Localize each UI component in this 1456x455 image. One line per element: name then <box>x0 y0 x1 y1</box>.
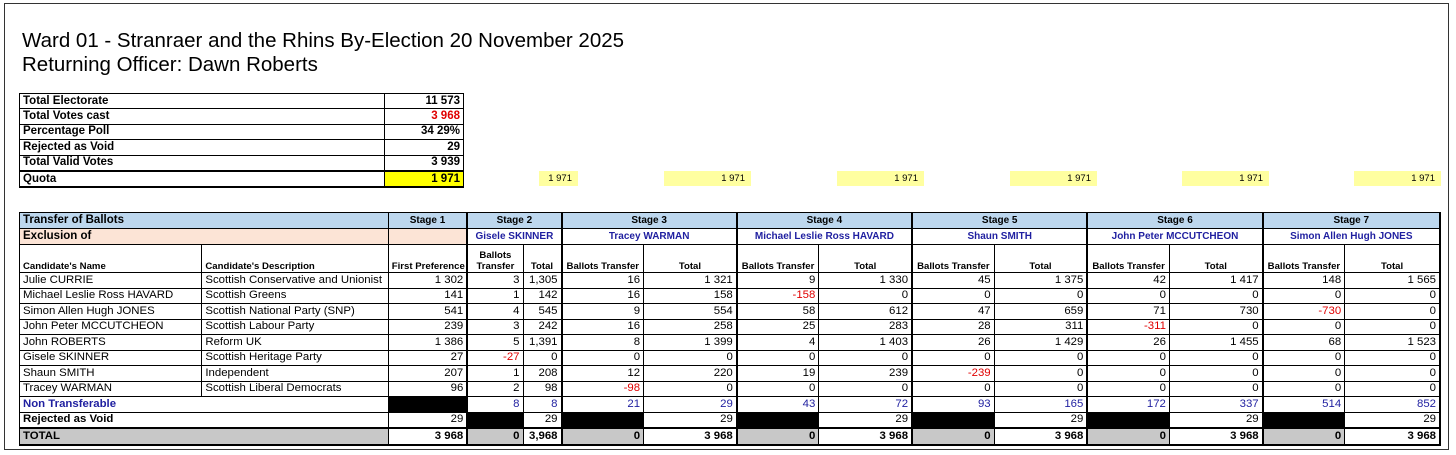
stage-total: 3 968 <box>644 428 737 445</box>
summary-row <box>20 109 464 124</box>
stage-header: Stage 1 <box>388 213 467 229</box>
ballots-transfer: 1 <box>467 366 523 382</box>
col-first-preference: First Preference <box>388 245 467 273</box>
first-preference: 541 <box>388 304 467 320</box>
ballots-transfer: 2 <box>467 381 523 397</box>
stage-total: 3 968 <box>994 428 1087 445</box>
stage-total: 142 <box>523 288 562 304</box>
excluded-candidate: Tracey WARMAN <box>562 229 737 245</box>
ballots-transfer: 0 <box>1087 288 1169 304</box>
ballots-transfer: 4 <box>467 304 523 320</box>
non-transferable-row <box>20 397 1441 413</box>
summary-row <box>20 124 464 139</box>
col-candidate-name: Candidate's Name <box>20 245 202 273</box>
stage-total: 0 <box>1345 304 1440 320</box>
ballots-transfer: 47 <box>912 304 994 320</box>
stage-total: 29 <box>1345 412 1440 428</box>
stage-total: 659 <box>994 304 1087 320</box>
candidate-name: Julie CURRIE <box>20 273 202 289</box>
ballots-transfer: 9 <box>562 304 644 320</box>
candidate-row <box>20 319 1441 335</box>
stage-total: 1 417 <box>1169 273 1262 289</box>
col-total: Total <box>1169 245 1262 273</box>
stage-total: 29 <box>644 397 737 413</box>
stage-total: 0 <box>1169 350 1262 366</box>
stage-total: 29 <box>994 412 1087 428</box>
candidate-name: Tracey WARMAN <box>20 381 202 397</box>
ballots-transfer: 0 <box>737 428 819 445</box>
stage-total: 72 <box>819 397 912 413</box>
stage-total: 242 <box>523 319 562 335</box>
stage-total: 1 455 <box>1169 335 1262 351</box>
excluded-candidate: John Peter MCCUTCHEON <box>1087 229 1262 245</box>
column-header-row <box>20 245 1441 273</box>
ballots-transfer: 12 <box>562 366 644 382</box>
ballots-transfer: 28 <box>912 319 994 335</box>
stage-total: 0 <box>1345 381 1440 397</box>
stage-total: 3 968 <box>819 428 912 445</box>
col-total: Total <box>819 245 912 273</box>
stage-header: Stage 2 <box>467 213 561 229</box>
ballots-transfer: 9 <box>737 273 819 289</box>
quota-value: 1 971 <box>837 171 924 186</box>
excluded-candidate <box>388 229 467 245</box>
ballots-transfer: 58 <box>737 304 819 320</box>
ballots-transfer: 16 <box>562 273 644 289</box>
stage-total: 0 <box>1345 350 1440 366</box>
first-preference: 141 <box>388 288 467 304</box>
col-ballots-transfer: Ballots Transfer <box>737 245 819 273</box>
stage-total: 0 <box>644 381 737 397</box>
quota-value: 1 971 <box>1182 171 1269 186</box>
excluded-candidate: Gisele SKINNER <box>467 229 561 245</box>
stage-total: 220 <box>644 366 737 382</box>
ballots-transfer: 1 <box>467 288 523 304</box>
summary-value: 3 939 <box>385 155 464 171</box>
stage-total: 545 <box>523 304 562 320</box>
rejected-label: Rejected as Void <box>20 412 389 428</box>
candidate-row <box>20 381 1441 397</box>
col-ballots-transfer: Ballots Transfer <box>912 245 994 273</box>
stage-total: 612 <box>819 304 912 320</box>
ballots-transfer: -239 <box>912 366 994 382</box>
ballots-transfer: 172 <box>1087 397 1169 413</box>
ballots-transfer: 5 <box>467 335 523 351</box>
ballots-transfer: 71 <box>1087 304 1169 320</box>
first-preference: 1 386 <box>388 335 467 351</box>
total-label: TOTAL <box>20 428 389 445</box>
first-preference: 29 <box>388 412 467 428</box>
blocked-cell <box>912 412 994 428</box>
stage-total: 554 <box>644 304 737 320</box>
ballots-transfer: 8 <box>467 397 523 413</box>
stage-total: 0 <box>994 288 1087 304</box>
col-total: Total <box>523 245 562 273</box>
stage-total: 0 <box>1169 381 1262 397</box>
ballots-transfer: 0 <box>1263 381 1345 397</box>
ballots-transfer: 93 <box>912 397 994 413</box>
summary-row <box>20 155 464 171</box>
candidate-name: Simon Allen Hugh JONES <box>20 304 202 320</box>
summary-row <box>20 140 464 155</box>
non-transferable-label: Non Transferable <box>20 397 389 413</box>
ballots-transfer: 0 <box>1087 366 1169 382</box>
ballots-transfer: 0 <box>737 381 819 397</box>
ballots-transfer: -27 <box>467 350 523 366</box>
ballots-transfer: 0 <box>1263 350 1345 366</box>
excluded-candidate: Shaun SMITH <box>912 229 1087 245</box>
ballots-transfer: 0 <box>562 428 644 445</box>
candidate-description: Reform UK <box>202 335 388 351</box>
quota-value: 1 971 <box>539 171 578 186</box>
stage-total: 1 403 <box>819 335 912 351</box>
candidate-name: Shaun SMITH <box>20 366 202 382</box>
ballots-transfer: 42 <box>1087 273 1169 289</box>
stage-total: 3 968 <box>1345 428 1440 445</box>
summary-row <box>20 94 464 109</box>
stage-total: 1 565 <box>1345 273 1440 289</box>
summary-value: 34 29% <box>385 124 464 139</box>
ballots-transfer: 0 <box>1263 366 1345 382</box>
ballots-transfer: 16 <box>562 319 644 335</box>
stage-total: 1 375 <box>994 273 1087 289</box>
stage-total: 29 <box>819 412 912 428</box>
ballots-transfer: 3 <box>467 273 523 289</box>
stage-total: 1 523 <box>1345 335 1440 351</box>
stage-total: 1,305 <box>523 273 562 289</box>
candidate-description: Independent <box>202 366 388 382</box>
first-preference: 96 <box>388 381 467 397</box>
stage-total: 29 <box>644 412 737 428</box>
ballots-transfer: 68 <box>1263 335 1345 351</box>
col-ballots-transfer: Ballots Transfer <box>1263 245 1345 273</box>
ballots-transfer: -158 <box>737 288 819 304</box>
summary-table <box>19 93 464 188</box>
blocked-cell <box>388 397 467 413</box>
ballots-transfer: 19 <box>737 366 819 382</box>
ballots-transfer: 0 <box>912 381 994 397</box>
stage-total: 0 <box>819 288 912 304</box>
stage-total: 8 <box>523 397 562 413</box>
stage-total: 0 <box>1169 288 1262 304</box>
stage-total: 852 <box>1345 397 1440 413</box>
stage-total: 1,391 <box>523 335 562 351</box>
ballots-transfer: 3 <box>467 319 523 335</box>
exclusion-of-label: Exclusion of <box>20 229 389 245</box>
col-total: Total <box>994 245 1087 273</box>
transfer-of-ballots-label: Transfer of Ballots <box>20 213 389 229</box>
stage-total: 283 <box>819 319 912 335</box>
ballots-transfer: 26 <box>912 335 994 351</box>
ballots-transfer: -730 <box>1263 304 1345 320</box>
stage-total: 258 <box>644 319 737 335</box>
stage-total: 311 <box>994 319 1087 335</box>
ballots-transfer: 0 <box>912 350 994 366</box>
stage-total: 337 <box>1169 397 1262 413</box>
summary-label: Percentage Poll <box>20 124 385 139</box>
blocked-cell <box>467 412 523 428</box>
ballots-transfer: 26 <box>1087 335 1169 351</box>
candidate-row <box>20 288 1441 304</box>
summary-label: Total Votes cast <box>20 109 385 124</box>
stage-total: 0 <box>819 381 912 397</box>
stage-total: 1 429 <box>994 335 1087 351</box>
candidate-name: John Peter MCCUTCHEON <box>20 319 202 335</box>
ballots-transfer: 0 <box>737 350 819 366</box>
stage-header: Stage 7 <box>1263 213 1440 229</box>
stage-total: 3,968 <box>523 428 562 445</box>
candidate-description: Scottish Conservative and Unionist <box>202 273 388 289</box>
first-preference: 3 968 <box>388 428 467 445</box>
candidate-description: Scottish National Party (SNP) <box>202 304 388 320</box>
ballots-transfer: 16 <box>562 288 644 304</box>
quota-value: 1 971 <box>664 171 751 186</box>
ballots-transfer: 43 <box>737 397 819 413</box>
ballots-transfer: 45 <box>912 273 994 289</box>
candidate-description: Scottish Heritage Party <box>202 350 388 366</box>
stage-total: 0 <box>644 350 737 366</box>
summary-value: 29 <box>385 140 464 155</box>
ballots-transfer: 148 <box>1263 273 1345 289</box>
stage-total: 0 <box>1345 366 1440 382</box>
returning-officer: Returning Officer: Dawn Roberts <box>22 53 318 76</box>
candidate-row <box>20 335 1441 351</box>
ballots-transfer: 8 <box>562 335 644 351</box>
candidate-name: Michael Leslie Ross HAVARD <box>20 288 202 304</box>
ballots-transfer: 4 <box>737 335 819 351</box>
stage-header: Stage 5 <box>912 213 1087 229</box>
blocked-cell <box>1087 412 1169 428</box>
col-ballots-transfer: Ballots Transfer <box>467 245 523 273</box>
stage-total: 0 <box>1345 319 1440 335</box>
stage-header: Stage 3 <box>562 213 737 229</box>
stage-total: 98 <box>523 381 562 397</box>
summary-value: 3 968 <box>385 109 464 124</box>
stage-total: 0 <box>994 381 1087 397</box>
stage-total: 0 <box>994 366 1087 382</box>
summary-label: Rejected as Void <box>20 140 385 155</box>
ballots-transfer: 0 <box>1263 288 1345 304</box>
blocked-cell <box>737 412 819 428</box>
ballots-transfer: 0 <box>1263 319 1345 335</box>
exclusion-row <box>20 229 1441 245</box>
quota-value: 1 971 <box>1010 171 1097 186</box>
ballots-transfer: 0 <box>1263 428 1345 445</box>
stage-total: 0 <box>523 350 562 366</box>
stage-total: 29 <box>523 412 562 428</box>
total-row <box>20 428 1441 445</box>
candidate-description: Scottish Greens <box>202 288 388 304</box>
summary-value: 1 971 <box>385 171 464 187</box>
ballots-transfer: 0 <box>912 288 994 304</box>
stage-total: 239 <box>819 366 912 382</box>
candidate-description: Scottish Liberal Democrats <box>202 381 388 397</box>
stage-total: 1 399 <box>644 335 737 351</box>
ballots-transfer: 514 <box>1263 397 1345 413</box>
candidate-row <box>20 273 1441 289</box>
stage-total: 0 <box>1169 319 1262 335</box>
stage-total: 0 <box>819 350 912 366</box>
ballots-transfer: 0 <box>1087 381 1169 397</box>
quota-value: 1 971 <box>1354 171 1441 186</box>
candidate-row <box>20 366 1441 382</box>
stage-total: 208 <box>523 366 562 382</box>
summary-row <box>20 171 464 187</box>
stage-total: 29 <box>1169 412 1262 428</box>
first-preference: 27 <box>388 350 467 366</box>
ballots-transfer: 0 <box>562 350 644 366</box>
first-preference: 239 <box>388 319 467 335</box>
stage-total: 0 <box>1345 288 1440 304</box>
stage-total: 0 <box>1169 366 1262 382</box>
transfer-table <box>19 212 1441 446</box>
ballots-transfer: 0 <box>912 428 994 445</box>
col-candidate-description: Candidate's Description <box>202 245 388 273</box>
candidate-name: Gisele SKINNER <box>20 350 202 366</box>
candidate-name: John ROBERTS <box>20 335 202 351</box>
stage-total: 0 <box>994 350 1087 366</box>
ballots-transfer: 0 <box>1087 428 1169 445</box>
stage-total: 165 <box>994 397 1087 413</box>
candidate-row <box>20 304 1441 320</box>
candidate-row <box>20 350 1441 366</box>
ballots-transfer: 21 <box>562 397 644 413</box>
stage-header: Stage 6 <box>1087 213 1262 229</box>
ballots-transfer: 0 <box>1087 350 1169 366</box>
rejected-row <box>20 412 1441 428</box>
ballots-transfer: 25 <box>737 319 819 335</box>
col-ballots-transfer: Ballots Transfer <box>1087 245 1169 273</box>
stage-total: 730 <box>1169 304 1262 320</box>
ballots-transfer: -98 <box>562 381 644 397</box>
col-total: Total <box>1345 245 1440 273</box>
stage-total: 1 321 <box>644 273 737 289</box>
blocked-cell <box>1263 412 1345 428</box>
ballots-transfer: 0 <box>467 428 523 445</box>
summary-label: Total Electorate <box>20 94 385 109</box>
stage-header: Stage 4 <box>737 213 912 229</box>
blocked-cell <box>562 412 644 428</box>
excluded-candidate: Simon Allen Hugh JONES <box>1263 229 1440 245</box>
document-title: Ward 01 - Stranraer and the Rhins By-Election 20 November 2025 <box>22 29 625 52</box>
stage-header-row <box>20 213 1441 229</box>
ballots-transfer: -311 <box>1087 319 1169 335</box>
excluded-candidate: Michael Leslie Ross HAVARD <box>737 229 912 245</box>
first-preference: 1 302 <box>388 273 467 289</box>
summary-value: 11 573 <box>385 94 464 109</box>
summary-label: Quota <box>20 171 385 187</box>
col-total: Total <box>644 245 737 273</box>
candidate-description: Scottish Labour Party <box>202 319 388 335</box>
summary-label: Total Valid Votes <box>20 155 385 171</box>
col-ballots-transfer: Ballots Transfer <box>562 245 644 273</box>
stage-total: 158 <box>644 288 737 304</box>
first-preference: 207 <box>388 366 467 382</box>
stage-total: 3 968 <box>1169 428 1262 445</box>
stage-total: 1 330 <box>819 273 912 289</box>
